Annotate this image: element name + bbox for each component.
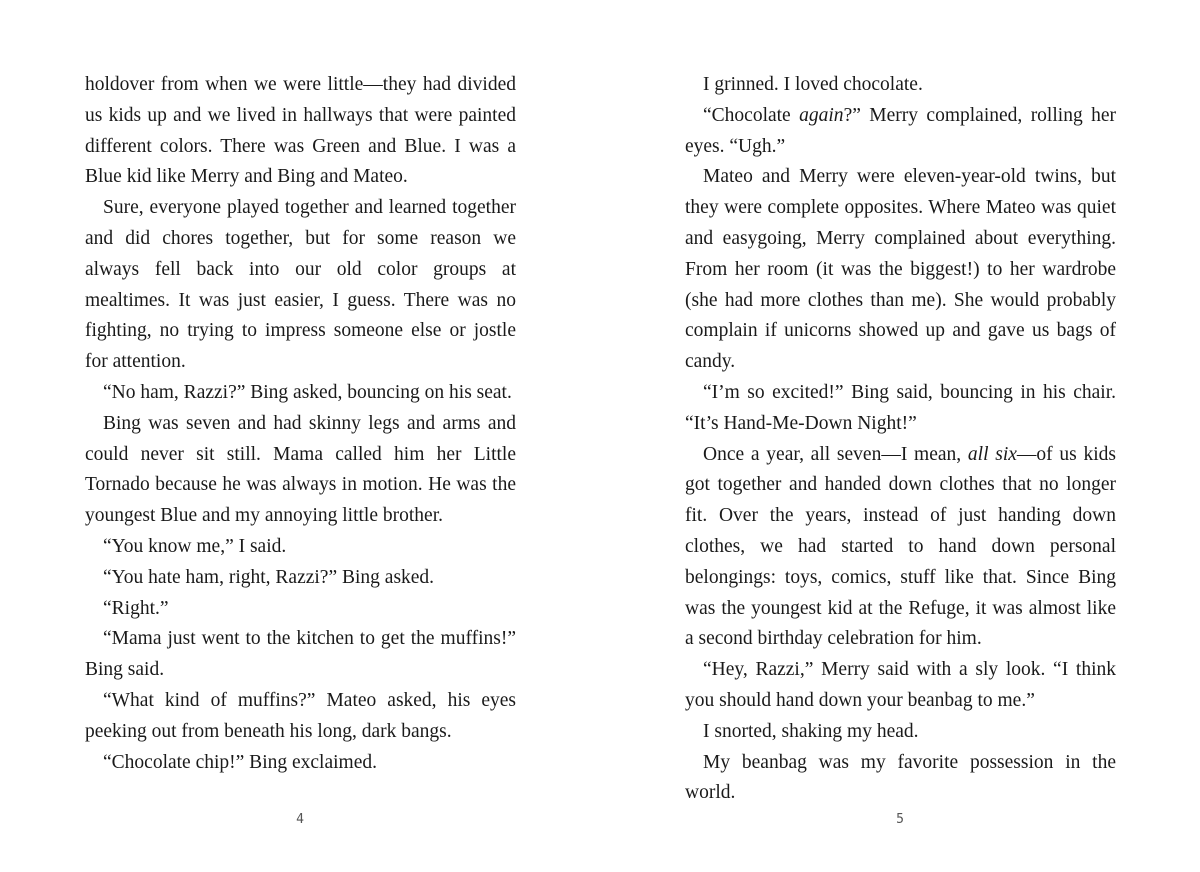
paragraph [85, 409, 516, 532]
text-run: “I’m so excited!” Bing said, bouncing in his chair. “It’s Hand-Me-Down Night!” [685, 381, 1116, 434]
paragraph [85, 70, 516, 193]
text-run: Sure, everyone played together and learned together and did chores together, but for some reason we always fell back into our old color groups at mealtimes. It was just easier, I guess. There was no fighting, no trying to impress someone else or jostle for attention. [85, 197, 516, 373]
left-page-number: 4 [296, 812, 304, 827]
paragraph [85, 594, 516, 625]
text-run: holdover from when we were little—they had divided us kids up and we lived in hallways that were painted different colors. There was Green and Blue. I was a Blue kid like Merry and Bing and Mateo. [85, 74, 516, 188]
paragraph [685, 162, 1116, 378]
text-run: “You know me,” I said. [103, 535, 287, 557]
paragraph [685, 748, 1116, 810]
paragraph [85, 624, 516, 686]
paragraph [685, 717, 1116, 748]
text-run: “Chocolate chip!” Bing exclaimed. [103, 751, 377, 773]
text-run: ?” Merry complained, rolling her eyes. “Ugh.” [685, 104, 1117, 157]
paragraph [685, 101, 1116, 163]
right-page [685, 70, 1116, 809]
text-run: Bing was seven and had skinny legs and arms and could never sit still. Mama called him her Little Tornado because he was always in motion. He was the youngest Blue and my annoying little brother. [85, 412, 516, 527]
text-run: My beanbag was my favorite possession in the world. [685, 751, 1116, 804]
paragraph [685, 655, 1116, 717]
paragraph [85, 686, 516, 748]
text-run: “You hate ham, right, Razzi?” Bing asked. [103, 566, 435, 588]
text-run: I grinned. I loved chocolate. [703, 74, 923, 95]
text-run: I snorted, shaking my head. [703, 720, 919, 742]
text-run: Once a year, all seven—I mean, [703, 443, 968, 465]
text-run: “Chocolate [703, 104, 800, 126]
paragraph [85, 563, 516, 594]
paragraph [85, 378, 516, 409]
paragraph [85, 748, 516, 779]
text-run: “Mama just went to the kitchen to get the muffins!” Bing said. [85, 628, 516, 681]
emphasized-text: again [799, 104, 844, 126]
paragraph [85, 193, 516, 378]
left-page [85, 70, 516, 778]
text-run: “No ham, Razzi?” Bing asked, bouncing on his seat. [103, 381, 512, 403]
paragraph [685, 440, 1116, 656]
paragraph [685, 70, 1116, 101]
text-run: —of us kids got together and handed down clothes that no longer fit. Over the years, instead of just handing down clothes, we had started to hand down personal belongings: toys, comics, stuff like that. Since Bing was the youngest kid at the Refuge, it was almost like a second birthday celebration for him. [685, 443, 1117, 650]
paragraph [85, 532, 516, 563]
right-page-number: 5 [896, 812, 904, 827]
text-run: Mateo and Merry were eleven-year-old twins, but they were complete opposites. Where Mateo was quiet and easygoing, Merry complained about everything. From her room (it was the biggest!) to her wardrobe (she had more clothes than me). She would probably complain if unicorns showed up and gave us bags of candy. [685, 166, 1116, 373]
paragraph [685, 378, 1116, 440]
text-run: “Hey, Razzi,” Merry said with a sly look. “I think you should hand down your beanbag to me.” [685, 659, 1116, 711]
text-run: “What kind of muffins?” Mateo asked, his eyes peeking out from beneath his long, dark bangs. [85, 689, 516, 742]
text-run: “Right.” [103, 597, 169, 619]
emphasized-text: all six [967, 443, 1017, 465]
